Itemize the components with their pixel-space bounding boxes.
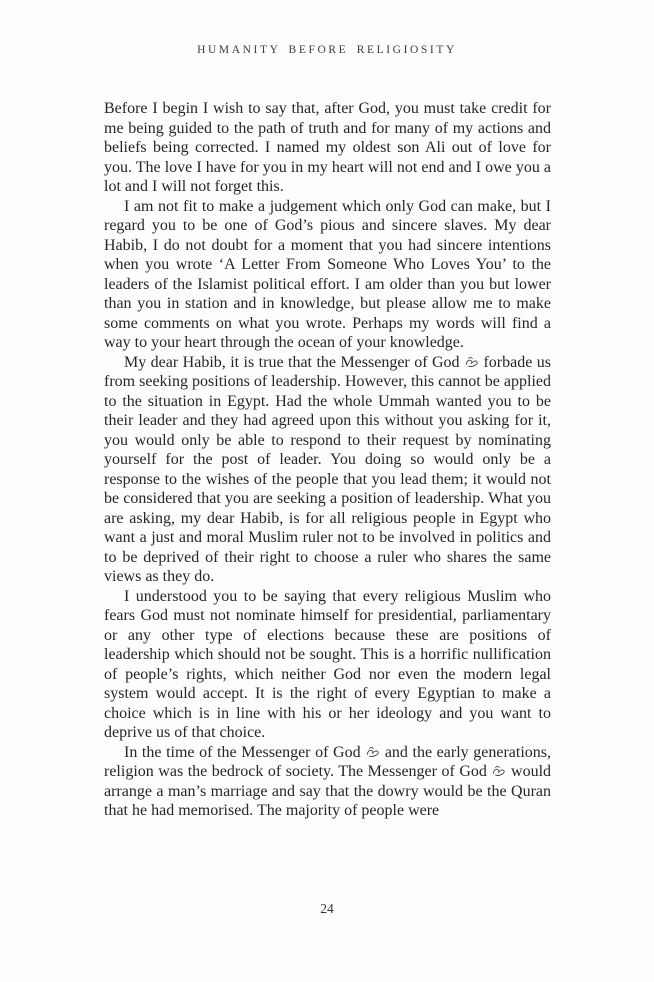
paragraph: Before I begin I wish to say that, after God, you must take credit for me being guided to the path of truth and for many of my actions and beliefs being corrected. I named my oldest son Ali out of love for you. The love I have for you in my heart will not end and I owe you a lot and I will not forget this. xyxy=(104,100,551,195)
page-number: 24 xyxy=(320,901,334,916)
paragraph-text: would arrange a man’s marriage and say that the dowry would be the Quran that he had memorised. The majority of people were xyxy=(104,763,552,819)
pbuh-honorific-icon xyxy=(491,764,506,777)
paragraph xyxy=(104,743,551,821)
running-header: HUMANITY BEFORE RELIGIOSITY xyxy=(197,44,457,56)
pbuh-honorific-icon xyxy=(464,355,479,368)
paragraph xyxy=(104,353,551,587)
pbuh-honorific-icon xyxy=(365,745,380,758)
paragraph-text: My dear Habib, it is true that the Messenger of God xyxy=(124,353,460,371)
paragraph: I understood you to be saying that every religious Muslim who fears God must not nominate himself for presidential, parliamentary or any other type of elections because these are positions of leadership which should not be sought. This is a horrific nullification of people’s rights, which neither God nor even the modern legal system would accept. It is the right of every Egyptian to make a choice which is in line with his or her ideology and you want to deprive us of that choice. xyxy=(104,587,551,741)
paragraph: I am not fit to make a judgement which only God can make, but I regard you to be one of God’s pious and sincere slaves. My dear Habib, I do not doubt for a moment that you had sincere intentions when you wrote ‘A Letter From Someone Who Loves You’ to the leaders of the Islamist political effort. I am older than you but lower than you in station and in knowledge, but please allow me to make some comments on what you wrote. Perhaps my words will find a way to your heart through the ocean of your knowledge. xyxy=(104,197,551,351)
paragraph-text: and the early generations, religion was the bedrock of society. The Messenger of God xyxy=(104,743,552,780)
paragraph-text: forbade us from seeking positions of leadership. However, this cannot be applied to the situation in Egypt. Had the whole Ummah wanted you to be their leader and they had agreed upon this without you asking for it, you would only be able to respond to their request by nominating yourself for the post of leader. You doing so would only be a response to the wishes of the people that you lead them; it would not be considered that you are seeking a position of leadership. What you are asking, my dear Habib, is for all religious people in Egypt who want a just and moral Muslim ruler not to be involved in politics and to be deprived of their right to choose a ruler who shares the same views as they do. xyxy=(104,353,552,585)
page-body xyxy=(104,99,551,821)
paragraph-text: In the time of the Messenger of God xyxy=(124,743,361,761)
